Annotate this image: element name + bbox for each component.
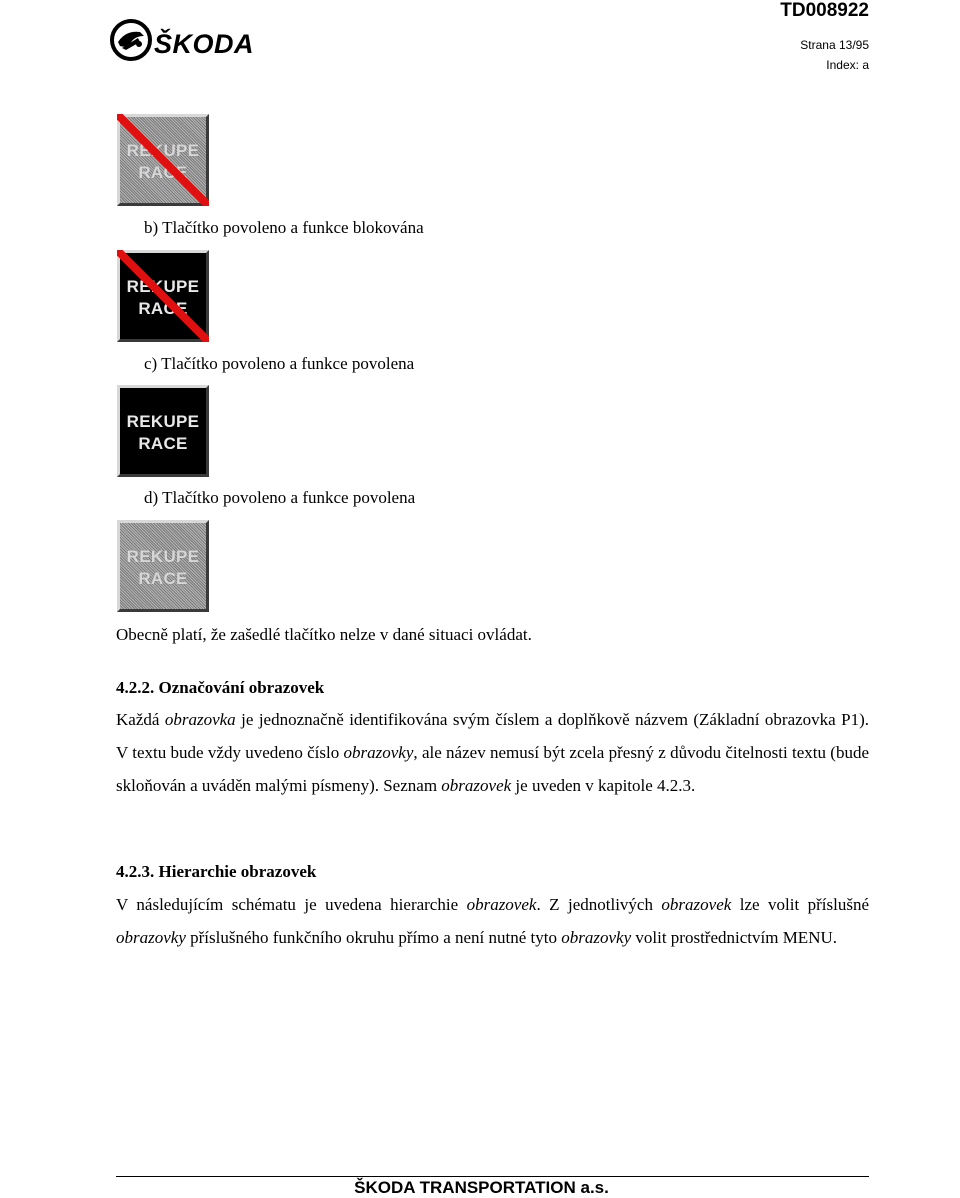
footer-company: ŠKODA TRANSPORTATION a.s.	[354, 1178, 609, 1197]
button-label-line1: REKUPE	[126, 547, 200, 566]
button-label-line1: REKUPE	[126, 412, 200, 431]
svg-text:ŠKODA: ŠKODA	[154, 29, 254, 59]
page-number: Strana 13/95	[800, 38, 869, 52]
section-heading-422: 4.2.2. Označování obrazovek	[116, 678, 325, 697]
section-heading-423: 4.2.3. Hierarchie obrazovek	[116, 862, 317, 881]
button-label-line2: RACE	[138, 569, 188, 588]
skoda-logo	[110, 18, 254, 62]
button-label-line1: REKUPE	[126, 141, 200, 160]
caption-d: d) Tlačítko povoleno a funkce povolena	[144, 488, 416, 507]
button-label-line1: REKUPE	[126, 277, 200, 296]
caption-c: c) Tlačítko povoleno a funkce povolena	[144, 354, 415, 373]
caption-b: b) Tlačítko povoleno a funkce blokována	[144, 218, 424, 237]
button-label-line2: RACE	[138, 434, 188, 453]
greyed-note: Obecně platí, že zašedlé tlačítko nelze v dané situaci ovládat.	[116, 625, 532, 644]
document-id: TD008922	[780, 0, 869, 21]
button-label-line2: RACE	[138, 163, 188, 182]
index-label: Index: a	[826, 58, 869, 72]
button-label-line2: RACE	[138, 299, 188, 318]
rekuperace-button-a	[117, 114, 209, 206]
rekuperace-button-d	[117, 520, 209, 612]
rekuperace-button-b	[117, 250, 209, 342]
section-body-423: V následujícím schématu je uvedena hierarchie obrazovek. Z jednotlivých obrazovek lze volit příslušné obrazovky příslušného funkčního okruhu přímo a není nutné tyto obrazovky volit prostřednictvím MENU.	[116, 895, 870, 947]
footer-rule	[116, 1176, 869, 1177]
section-body-422: Každá obrazovka je jednoznačně identifikována svým číslem a doplňkově názvem (Základní obrazovka P1). V textu bude vždy uvedeno číslo obrazovky, ale název nemusí být zcela přesný z důvodu čitelnosti textu (bude skloňován a uváděn malými písmeny). Seznam obrazovek je uveden v kapitole 4.2.3.	[116, 710, 869, 795]
rekuperace-button-c	[117, 385, 209, 477]
